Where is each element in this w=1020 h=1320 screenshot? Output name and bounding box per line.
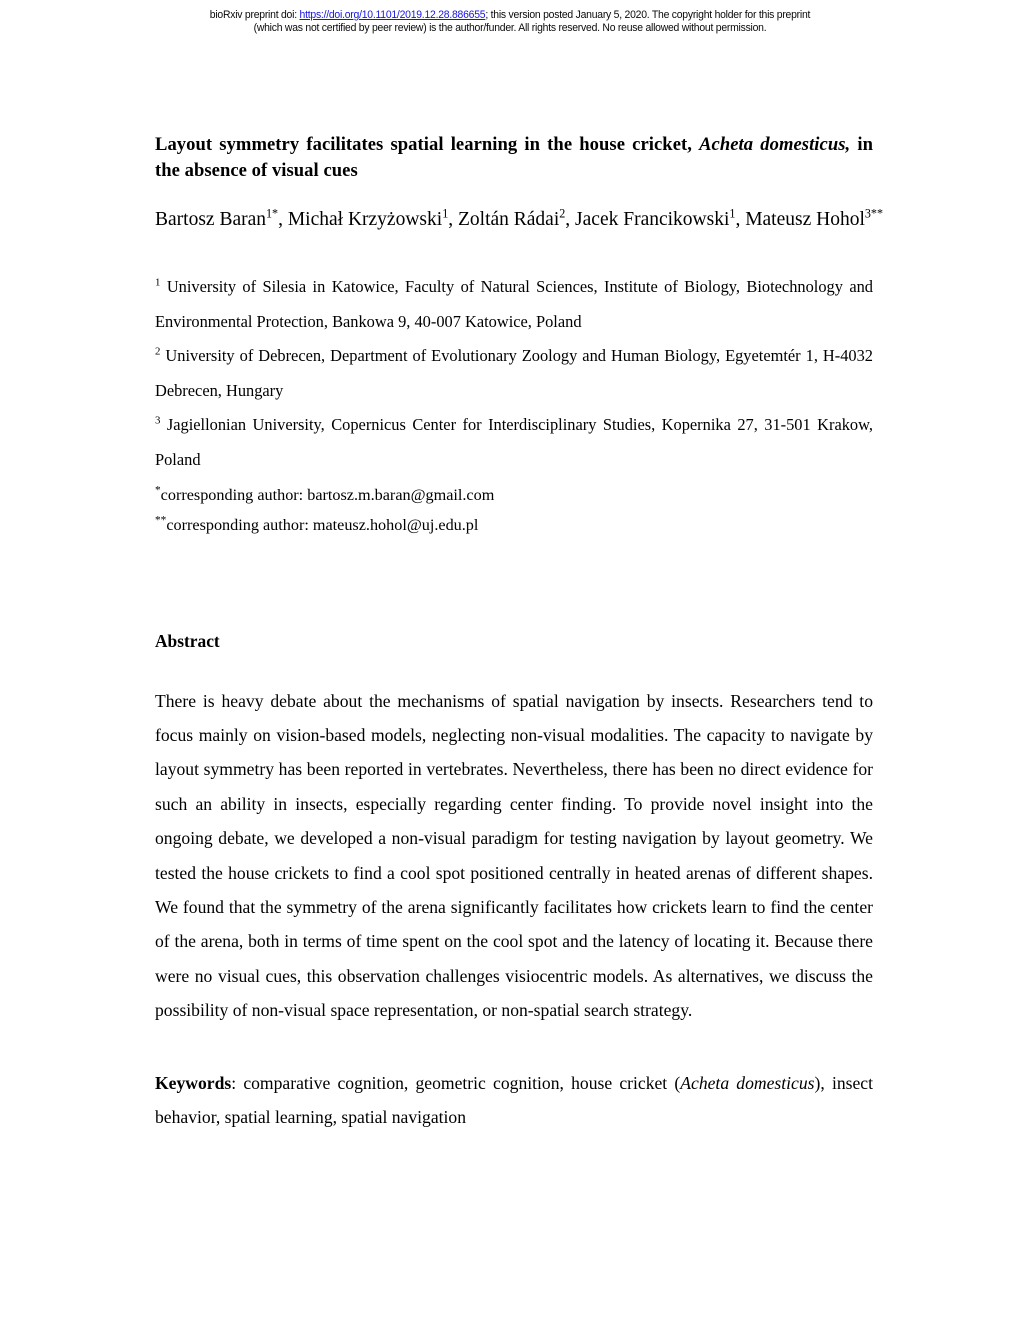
corresponding-marker-2: ** xyxy=(155,514,167,527)
affiliation-text-3: Jagiellonian University, Copernicus Center for Interdisciplinary Studies, Kopernika 27, 31-501 Krakow, Poland xyxy=(155,415,873,469)
abstract-heading: Abstract xyxy=(155,631,220,652)
affiliation-marker-3: 3 xyxy=(155,414,161,427)
banner-prefix: bioRxiv preprint doi: xyxy=(209,9,300,21)
corresponding-marker-1: * xyxy=(155,484,161,497)
keywords-part-2: ), insect behavior, spatial learning, spatial navigation xyxy=(155,1072,873,1127)
author-separator-2: , xyxy=(448,209,458,230)
abstract-body: There is heavy debate about the mechanisms of spatial navigation by insects. Researchers tend to focus mainly on vision-based models, neglecting non-visual modalities. The capacity to navigate by layout symmetry has been reported in vertebrates. Nevertheless, there has been no direct evidence for such an ability in insects, especially regarding center finding. To provide novel insight into the ongoing debate, we developed a non-visual paradigm for testing navigation by layout geometry. We tested the house crickets to find a cool spot positioned centrally in heated arenas of different shapes. We found that the symmetry of the arena significantly facilitates how crickets learn to find the center of the arena, both in terms of time spent on the cool spot and the latency of locating it. Because there were no visual cues, this observation challenges visiocentric models. As alternatives, we discuss the possibility of non-visual space representation, or non-spatial search strategy. xyxy=(155,690,873,1021)
keywords-label: Keywords xyxy=(155,1072,232,1093)
corresponding-author-2 xyxy=(155,510,873,540)
banner-suffix: ; this version posted January 5, 2020. The copyright holder for this preprint xyxy=(485,9,811,21)
keywords-species-name: Acheta domesticus xyxy=(680,1072,815,1093)
title-part-1: Layout symmetry facilitates spatial learning in the house cricket, xyxy=(155,134,700,156)
author-affiliation-marker-3: 2 xyxy=(559,206,566,221)
title-part-2: in the absence of visual cues xyxy=(155,134,873,182)
corresponding-author-1 xyxy=(155,480,873,510)
author-name-3: Zoltán Rádai xyxy=(457,209,560,230)
author-affiliation-marker-4: 1 xyxy=(729,206,736,221)
author-affiliation-marker-1: 1* xyxy=(266,206,279,221)
author-name-4: Jacek Francikowski xyxy=(575,209,730,230)
affiliation-marker-2: 2 xyxy=(155,345,161,358)
keywords-block xyxy=(155,1066,873,1135)
banner-line-2: (which was not certified by peer review) is the author/funder. All rights reserved. No reuse allowed without permission. xyxy=(253,22,767,35)
keywords-part-1: : comparative cognition, geometric cognition, house cricket ( xyxy=(231,1072,681,1093)
corresponding-text-1: corresponding author: bartosz.m.baran@gmail.com xyxy=(160,486,495,504)
corresponding-author-block xyxy=(155,480,873,540)
author-name-1: Bartosz Baran xyxy=(155,209,267,230)
affiliation-marker-1: 1 xyxy=(155,276,161,289)
author-list xyxy=(155,205,883,235)
title-species-name: Acheta domesticus, xyxy=(699,134,851,156)
author-name-2: Michał Krzyżowski xyxy=(287,209,443,230)
author-separator-4: , xyxy=(735,209,746,230)
affiliation-item-2 xyxy=(155,339,873,408)
affiliation-item-1 xyxy=(155,270,873,339)
author-separator-1: , xyxy=(278,209,288,230)
author-affiliation-marker-2: 1 xyxy=(442,206,449,221)
author-separator-3: , xyxy=(565,209,576,230)
author-affiliation-marker-5: 3** xyxy=(864,206,883,221)
affiliation-text-1: University of Silesia in Katowice, Faculty of Natural Sciences, Institute of Biology, Biotechnology and Environmental Protection, Bankowa 9, 40-007 Katowice, Poland xyxy=(155,277,873,331)
doi-link[interactable]: https://doi.org/10.1101/2019.12.28.886655 xyxy=(299,9,486,21)
affiliation-text-2: University of Debrecen, Department of Evolutionary Zoology and Human Biology, Egyetemtér 1, H-4032 Debrecen, Hungary xyxy=(155,346,873,400)
preprint-banner xyxy=(36,9,985,35)
affiliation-item-3 xyxy=(155,408,873,477)
corresponding-text-2: corresponding author: mateusz.hohol@uj.edu.pl xyxy=(166,516,479,534)
author-name-5: Mateusz Hohol xyxy=(745,209,865,230)
page-title xyxy=(155,132,873,184)
affiliation-list xyxy=(155,270,873,477)
